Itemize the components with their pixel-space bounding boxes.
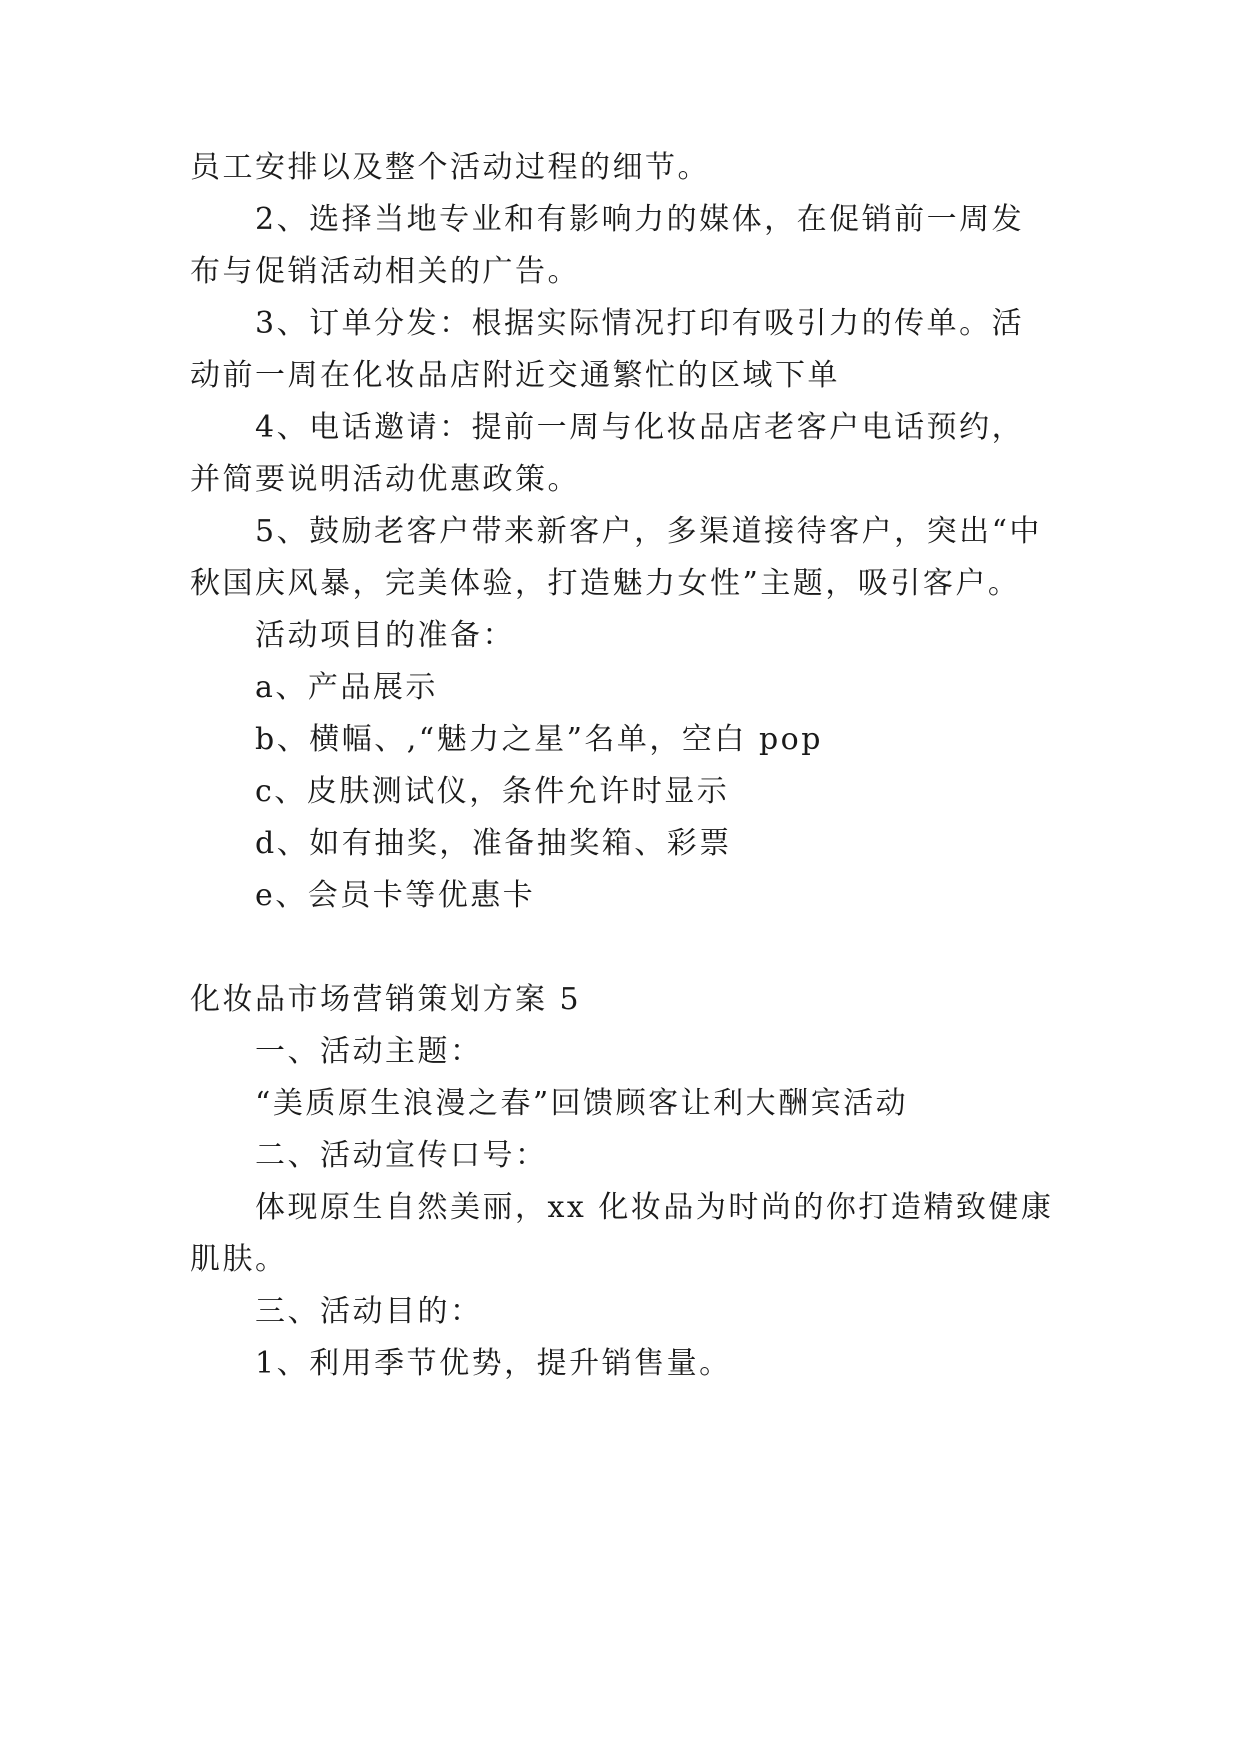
paragraph-line: “美质原生浪漫之春”回馈顾客让利大酬宾活动: [255, 1086, 909, 1121]
paragraph-line: 布与促销活动相关的广告。: [190, 254, 580, 289]
paragraph-line: 1、利用季节优势，提升销售量。: [255, 1346, 732, 1381]
paragraph-line: 体现原生自然美丽，xx 化妆品为时尚的你打造精致健康: [255, 1190, 1054, 1225]
section-heading: 三、活动目的：: [255, 1294, 483, 1329]
section-heading: 一、活动主题：: [255, 1034, 483, 1069]
paragraph-line: 肌肤。: [190, 1242, 288, 1277]
list-item: b、横幅、,“魅力之星”名单，空白 pop: [255, 722, 823, 757]
list-item: d、如有抽奖，准备抽奖箱、彩票: [255, 826, 732, 861]
document-title: 化妆品市场营销策划方案 5: [190, 982, 582, 1017]
paragraph-line: 2、选择当地专业和有影响力的媒体，在促销前一周发: [255, 202, 1025, 237]
paragraph-line: 3、订单分发：根据实际情况打印有吸引力的传单。活: [255, 306, 1025, 341]
section-heading: 活动项目的准备：: [255, 618, 515, 653]
section-heading: 二、活动宣传口号：: [255, 1138, 548, 1173]
paragraph-line: 动前一周在化妆品店附近交通繁忙的区域下单: [190, 358, 840, 393]
paragraph-line: 秋国庆风暴，完美体验，打造魅力女性”主题，吸引客户。: [190, 566, 1021, 601]
paragraph-line: 4、电话邀请：提前一周与化妆品店老客户电话预约，: [255, 410, 1025, 445]
list-item: e、会员卡等优惠卡: [255, 878, 536, 913]
paragraph-line: 并简要说明活动优惠政策。: [190, 462, 580, 497]
paragraph-line: 5、鼓励老客户带来新客户，多渠道接待客户，突出“中: [255, 514, 1042, 549]
list-item: c、皮肤测试仪，条件允许时显示: [255, 774, 730, 809]
list-item: a、产品展示: [255, 670, 438, 705]
paragraph-line: 员工安排以及整个活动过程的细节。: [190, 150, 710, 185]
